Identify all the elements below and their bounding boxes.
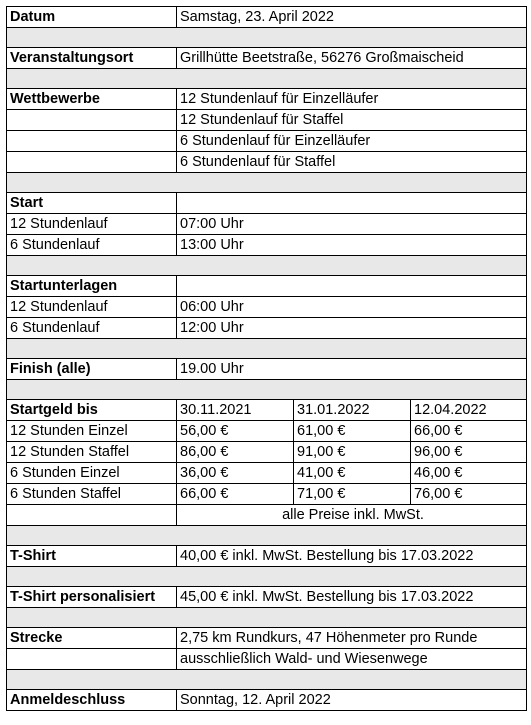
spacer-row xyxy=(7,670,527,690)
table-row xyxy=(7,7,527,28)
table-row xyxy=(7,442,527,463)
row-label-cell: Startunterlagen xyxy=(7,276,177,297)
row-label-cell: T-Shirt xyxy=(7,546,177,567)
value-cell: Samstag, 23. April 2022 xyxy=(177,7,527,28)
value-cell: 2,75 km Rundkurs, 47 Höhenmeter pro Runde xyxy=(177,628,527,649)
value-cell: 6 Stundenlauf für Einzelläufer xyxy=(177,131,527,152)
spacer-cell xyxy=(7,173,527,193)
spacer-row xyxy=(7,28,527,48)
table-row xyxy=(7,89,527,110)
row-label-cell: Strecke xyxy=(7,628,177,649)
value-cell: 91,00 € xyxy=(294,442,411,463)
table-row xyxy=(7,690,527,711)
row-label-cell: 6 Stunden Staffel xyxy=(7,484,177,505)
value-cell: 07:00 Uhr xyxy=(177,214,527,235)
value-cell: 66,00 € xyxy=(177,484,294,505)
row-label-cell: Wettbewerbe xyxy=(7,89,177,110)
table-row xyxy=(7,318,527,339)
value-cell: 46,00 € xyxy=(411,463,527,484)
value-cell: 31.01.2022 xyxy=(294,400,411,421)
row-label-cell: Veranstaltungsort xyxy=(7,48,177,69)
value-cell: 12 Stundenlauf für Staffel xyxy=(177,110,527,131)
spacer-row xyxy=(7,526,527,546)
table-row xyxy=(7,276,527,297)
spacer-cell xyxy=(7,28,527,48)
spacer-cell xyxy=(7,69,527,89)
value-cell: 76,00 € xyxy=(411,484,527,505)
row-label-cell: Start xyxy=(7,193,177,214)
row-label-cell xyxy=(7,131,177,152)
table-row xyxy=(7,235,527,256)
table-row xyxy=(7,649,527,670)
row-label-cell: 6 Stunden Einzel xyxy=(7,463,177,484)
value-cell: 30.11.2021 xyxy=(177,400,294,421)
spacer-row xyxy=(7,69,527,89)
row-label-cell: Finish (alle) xyxy=(7,359,177,380)
table-row xyxy=(7,400,527,421)
spacer-row xyxy=(7,173,527,193)
value-cell: 56,00 € xyxy=(177,421,294,442)
value-cell: 41,00 € xyxy=(294,463,411,484)
spacer-row xyxy=(7,256,527,276)
value-cell: 6 Stundenlauf für Staffel xyxy=(177,152,527,173)
row-label-cell: Startgeld bis xyxy=(7,400,177,421)
spacer-cell xyxy=(7,380,527,400)
table-row xyxy=(7,152,527,173)
value-cell: 86,00 € xyxy=(177,442,294,463)
table-row xyxy=(7,193,527,214)
row-label-cell xyxy=(7,110,177,131)
row-label-cell: T-Shirt personalisiert xyxy=(7,587,177,608)
value-cell: 13:00 Uhr xyxy=(177,235,527,256)
row-label-cell xyxy=(7,649,177,670)
table-row xyxy=(7,359,527,380)
event-info-table xyxy=(6,6,527,711)
spacer-cell xyxy=(7,256,527,276)
table-row xyxy=(7,131,527,152)
row-label-cell: 12 Stunden Staffel xyxy=(7,442,177,463)
spacer-cell xyxy=(7,526,527,546)
value-cell: 12 Stundenlauf für Einzelläufer xyxy=(177,89,527,110)
row-label-cell: 12 Stunden Einzel xyxy=(7,421,177,442)
spacer-cell xyxy=(7,670,527,690)
spacer-row xyxy=(7,567,527,587)
value-cell: 12:00 Uhr xyxy=(177,318,527,339)
value-cell xyxy=(177,193,527,214)
value-cell: 66,00 € xyxy=(411,421,527,442)
spacer-row xyxy=(7,339,527,359)
table-row xyxy=(7,463,527,484)
table-row xyxy=(7,297,527,318)
value-cell: Grillhütte Beetstraße, 56276 Großmaischeid xyxy=(177,48,527,69)
value-cell xyxy=(177,276,527,297)
row-label-cell: 12 Stundenlauf xyxy=(7,297,177,318)
spacer-cell xyxy=(7,339,527,359)
value-cell: 71,00 € xyxy=(294,484,411,505)
row-label-cell: 6 Stundenlauf xyxy=(7,318,177,339)
table-row xyxy=(7,505,527,526)
table-row xyxy=(7,48,527,69)
table-row xyxy=(7,628,527,649)
row-label-cell: 12 Stundenlauf xyxy=(7,214,177,235)
row-label-cell xyxy=(7,505,177,526)
row-label-cell xyxy=(7,152,177,173)
event-info-table-body xyxy=(7,7,527,711)
table-row xyxy=(7,214,527,235)
table-row xyxy=(7,421,527,442)
row-label-cell: Datum xyxy=(7,7,177,28)
spacer-row xyxy=(7,608,527,628)
value-cell: 06:00 Uhr xyxy=(177,297,527,318)
table-row xyxy=(7,484,527,505)
value-cell: ausschließlich Wald- und Wiesenwege xyxy=(177,649,527,670)
spacer-cell xyxy=(7,608,527,628)
value-cell: 45,00 € inkl. MwSt. Bestellung bis 17.03.2022 xyxy=(177,587,527,608)
value-cell: 96,00 € xyxy=(411,442,527,463)
row-label-cell: Anmeldeschluss xyxy=(7,690,177,711)
table-row xyxy=(7,110,527,131)
value-cell: 12.04.2022 xyxy=(411,400,527,421)
value-cell: 40,00 € inkl. MwSt. Bestellung bis 17.03.2022 xyxy=(177,546,527,567)
value-cell: 36,00 € xyxy=(177,463,294,484)
value-cell: Sonntag, 12. April 2022 xyxy=(177,690,527,711)
spacer-row xyxy=(7,380,527,400)
row-label-cell: 6 Stundenlauf xyxy=(7,235,177,256)
value-cell: 19.00 Uhr xyxy=(177,359,527,380)
value-cell: 61,00 € xyxy=(294,421,411,442)
spacer-cell xyxy=(7,567,527,587)
table-row xyxy=(7,546,527,567)
value-cell: alle Preise inkl. MwSt. xyxy=(177,505,527,526)
table-row xyxy=(7,587,527,608)
